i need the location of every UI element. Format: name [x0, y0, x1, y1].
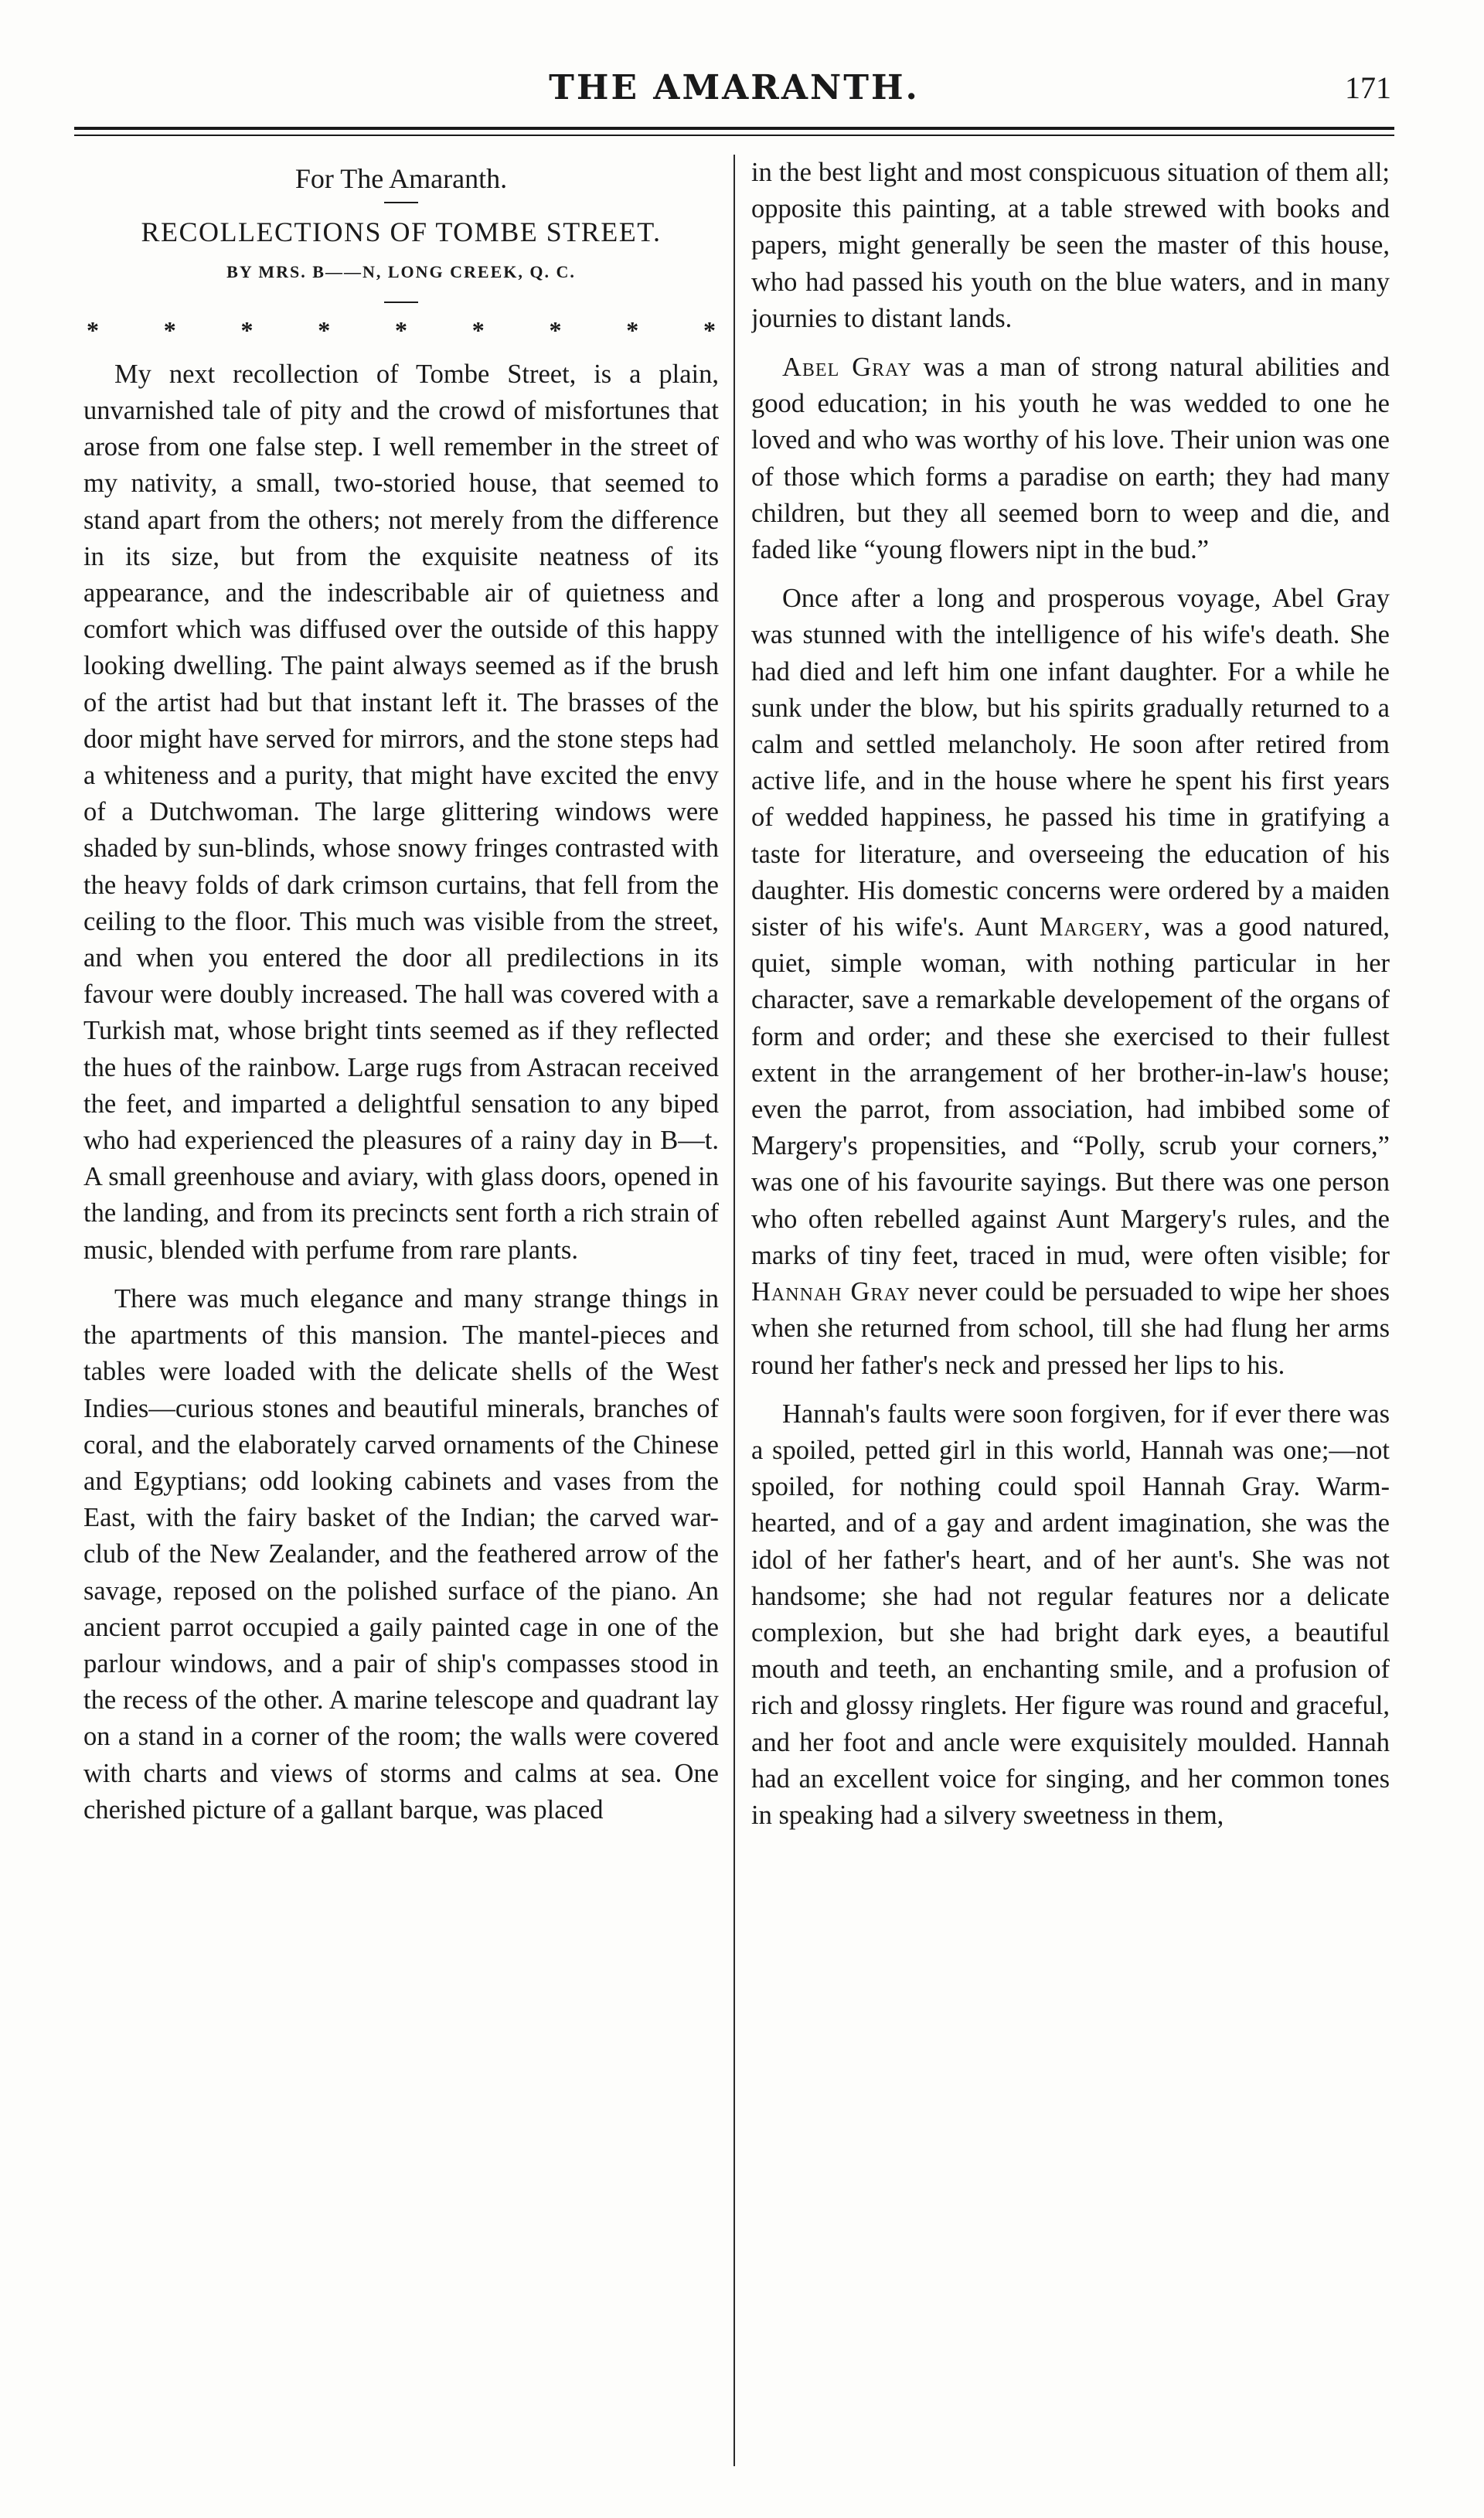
- star-separator: [83, 312, 719, 349]
- paragraph: Hannah's faults were soon forgiven, for if ever there was a spoiled, petted girl in this world, Hannah was one;—not spoiled, for nothing could spoil Hannah Gray. Warm-hearted, and of a gay and ardent imagination, she was the idol of her father's heart, and of her aunt's. She was not handsome; she had not regular features nor a delicate complexion, but she had bright dark eyes, a beautiful mouth and teeth, an enchanting smile, and a profusion of rich and glossy ringlets. Her figure was round and graceful, and her foot and ancle were exquisitely moulded. Hannah had an excellent voice for singing, and her common tones in speaking had a silvery sweetness in them,: [751, 1399, 1390, 1830]
- star: *: [626, 315, 639, 344]
- right-column: [751, 155, 1390, 2466]
- running-title: THE AMARANTH.: [549, 68, 920, 107]
- paragraph: [751, 349, 1390, 568]
- star: *: [240, 315, 254, 344]
- page-number: 171: [1345, 70, 1391, 105]
- paragraph: in the best light and most conspicuous situation of them all; opposite this painting, at a table strewed with books and papers, might generally be seen the master of this house, who had passed his youth on the blue waters, and in many journies to distant lands.: [751, 158, 1390, 333]
- header-rule-thick: [74, 127, 1394, 130]
- star: *: [395, 315, 407, 344]
- paragraph: My next recollection of Tombe Street, is a plain, unvarnished tale of pity and the crowd of misfortunes that arose from one false step. I well remember in the street of my nativity, a small, two-storied house, that seemed to stand apart from the others; not merely from the difference in its size, but from the exquisite neatness of its appearance, and the indescribable air of quietness and comfort which was diffused over the outside of this happy looking dwelling. The paint always seemed as if the brush of the artist had but that instant left it. The brasses of the door might have served for mirrors, and the stone steps had a whiteness and a purity, that might have excited the envy of a Dutchwoman. The large glittering windows were shaded by sun-blinds, whose snowy fringes contrasted with the heavy folds of dark crimson curtains, that fell from the ceiling to the floor. This much was visible from the street, and when you entered the door all predilections in its favour were doubly increased. The hall was covered with a Turkish mat, whose bright tints seemed as if they reflected the hues of the rainbow. Large rugs from Astracan received the feet, and imparted a delightful sensation to any biped who had experienced the pleasures of a rainy day in B—t. A small greenhouse and aviary, with glass doors, opened in the landing, and from its precincts sent forth a rich strain of music, blended with perfume from rare plants.: [83, 359, 719, 1265]
- character-name: Abel Gray: [782, 353, 912, 383]
- article-title: RECOLLECTIONS OF TOMBE STREET.: [141, 216, 662, 248]
- column-divider: [733, 155, 735, 2466]
- source-line: For The Amaranth.: [294, 163, 508, 194]
- star: *: [163, 315, 176, 344]
- paragraph-text: , was a good natured, quiet, simple woman, with nothing particular in her character, save a remarkable developement of the organs of form and order; and these she exercised to their fullest extent in the arrangement of her brother-in-law's house; even the parrot, from association, had imbibed some of Margery's propensities, and “Polly, scrub your corners,” was one of his favourite sayings. But there was one person who often rebelled against Aunt Margery's rules, and the marks of tiny feet, traced in mud, were often visible; for: [751, 912, 1390, 1270]
- character-name: Margery: [1039, 912, 1144, 942]
- paragraph-text: was a man of strong natural abilities and good education; in his youth he was wedded to one he loved and who was worthy of his love. Their union was one of those which forms a paradise on earth; they had many children, but they all seemed born to weep and die, and faded like “young flowers nipt in the bud.”: [751, 353, 1390, 565]
- paragraph: There was much elegance and many strange things in the apartments of this mansion. The mantel-pieces and tables were loaded with the delicate shells of the West Indies—curious stones and beautiful minerals, branches of coral, and the elaborately carved ornaments of the Chinese and Egyptians; odd looking cabinets and vases from the East, with the fairy basket of the Indian; the carved war-club of the New Zealander, and the feathered arrow of the savage, reposed on the polished surface of the piano. An ancient parrot occupied a gaily painted cage in one of the parlour windows, and a pair of ship's compasses stood in the recess of the other. A marine telescope and quadrant lay on a stand in a corner of the room; the walls were covered with charts and views of storms and calms at sea. One cherished picture of a gallant barque, was placed: [83, 1283, 719, 1825]
- dash-separator: [384, 302, 418, 303]
- star: *: [549, 315, 562, 344]
- character-name: Hannah Gray: [751, 1277, 910, 1307]
- dash-separator: [384, 202, 418, 203]
- page-header: [77, 68, 1391, 124]
- paragraph-text: never could be persuaded to wipe her shoes when she returned from school, till she had flung her arms round her father's neck and pressed her lips to his.: [751, 1277, 1390, 1380]
- header-rule-thin: [74, 135, 1394, 136]
- byline: BY MRS. B——N, LONG CREEK, Q. C.: [226, 262, 576, 282]
- star: *: [471, 315, 485, 344]
- left-column: [83, 155, 719, 2466]
- paragraph-text: Once after a long and prosperous voyage, Abel Gray was stunned with the intelligence of his wife's death. She had died and left him one infant daughter. For a while he sunk under the blow, but his spirits gradually returned to a calm and settled melancholy. He soon after retired from active life, and in the house where he spent his first years of wedded happiness, he passed his time in gratifying a taste for literature, and overseeing the education of his daughter. His domestic concerns were ordered by a maiden sister of his wife's. Aunt: [751, 584, 1390, 942]
- paragraph: [751, 581, 1390, 1383]
- star: *: [318, 315, 331, 344]
- star: *: [703, 315, 716, 344]
- star: *: [87, 315, 99, 344]
